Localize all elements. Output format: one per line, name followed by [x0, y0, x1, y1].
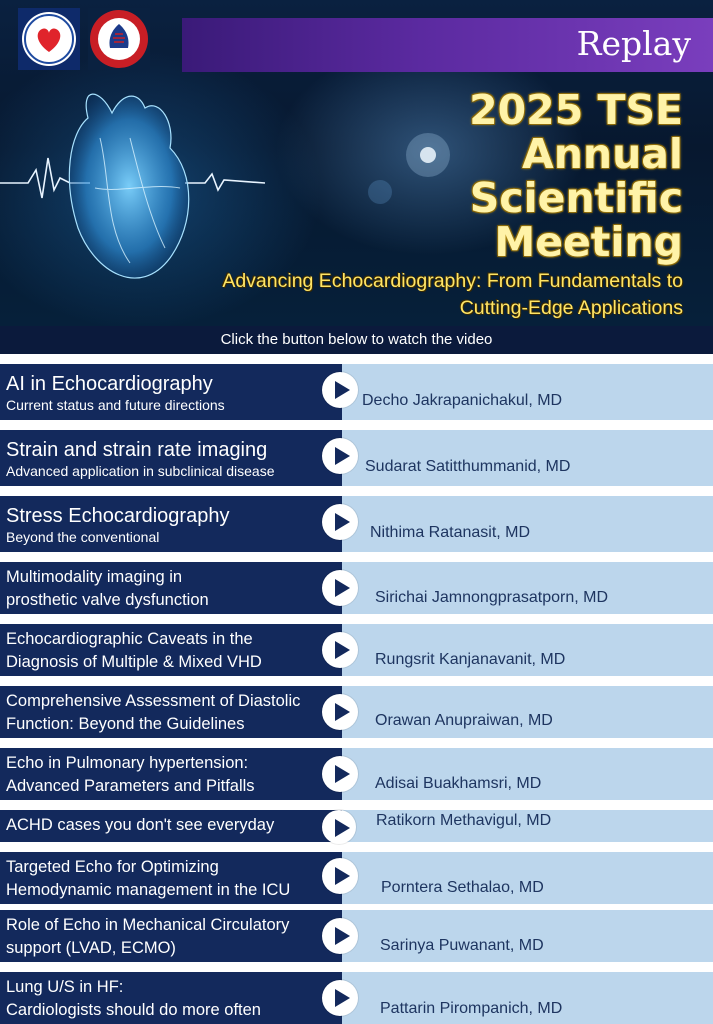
speaker-panel: [342, 430, 713, 486]
session-title-line: Role of Echo in Mechanical Circulatory: [6, 916, 290, 934]
speaker-name: Nithima Ratanasit, MD: [370, 524, 531, 541]
session-title: AI in Echocardiography: [6, 373, 213, 395]
session-title-line: prosthetic valve dysfunction: [6, 591, 209, 609]
speaker-panel: [342, 624, 713, 676]
speaker-panel: [342, 852, 713, 904]
session-row: [0, 852, 713, 904]
speaker-name: Adisai Buakhamsri, MD: [375, 775, 542, 792]
speaker-panel: [342, 810, 713, 842]
session-row: [0, 496, 713, 552]
session-title-line: support (LVAD, ECMO): [6, 939, 176, 957]
play-button[interactable]: [322, 694, 358, 730]
session-row: [0, 430, 713, 486]
speaker-panel: [342, 748, 713, 800]
session-info: [0, 810, 342, 842]
event-title: [353, 88, 683, 264]
session-info: [0, 624, 342, 676]
play-button[interactable]: [322, 632, 358, 668]
session-info: [0, 562, 342, 614]
speaker-panel: [342, 686, 713, 738]
session-title-line: Echocardiographic Caveats in the: [6, 630, 253, 648]
session-title-line: Advanced Parameters and Pitfalls: [6, 777, 255, 795]
heart-association-logo: [18, 8, 80, 70]
play-button[interactable]: [322, 810, 356, 844]
echocardiography-society-logo: [88, 8, 150, 70]
session-info: [0, 910, 342, 962]
subtitle-line: Advancing Echocardiography: From Fundamentals to: [222, 270, 683, 292]
session-info: [0, 686, 342, 738]
subtitle-line: Cutting-Edge Applications: [459, 297, 683, 319]
session-info: [0, 496, 342, 552]
speaker-panel: [342, 562, 713, 614]
speaker-name: Sudarat Satitthummanid, MD: [365, 458, 571, 475]
event-banner: [0, 0, 713, 326]
title-line: Meeting: [494, 218, 683, 266]
session-subtitle: Beyond the conventional: [6, 529, 160, 545]
session-title-line: Echo in Pulmonary hypertension:: [6, 754, 249, 772]
title-line: Annual: [521, 130, 683, 178]
session-row: [0, 810, 713, 842]
play-button[interactable]: [322, 980, 358, 1016]
session-subtitle: Current status and future directions: [6, 397, 225, 413]
replay-label: Replay: [576, 24, 691, 63]
session-info: [0, 852, 342, 904]
speaker-name: Sarinya Puwanant, MD: [380, 937, 544, 954]
title-line: Scientific: [469, 174, 683, 222]
session-title-line: Hemodynamic management in the ICU: [6, 881, 291, 899]
replay-bar: [182, 18, 713, 72]
session-info: [0, 430, 342, 486]
speaker-panel: [342, 496, 713, 552]
play-button[interactable]: [322, 570, 358, 606]
session-subtitle: Advanced application in subclinical disease: [6, 463, 275, 479]
speaker-name: Pattarin Pirompanich, MD: [380, 1000, 563, 1017]
speaker-panel: [342, 364, 713, 420]
session-title-line: Cardiologists should do more often: [6, 1001, 261, 1019]
play-button[interactable]: [322, 504, 358, 540]
play-button[interactable]: [322, 858, 358, 894]
play-button[interactable]: [322, 756, 358, 792]
speaker-name: Rungsrit Kanjanavanit, MD: [375, 651, 566, 668]
title-line: 2025 TSE: [469, 86, 683, 134]
session-title: Strain and strain rate imaging: [6, 439, 268, 461]
session-row: [0, 624, 713, 676]
speaker-panel: [342, 910, 713, 962]
play-button[interactable]: [322, 438, 358, 474]
session-title-line: Lung U/S in HF:: [6, 978, 124, 996]
session-title: Stress Echocardiography: [6, 505, 230, 527]
event-subtitle: [163, 268, 683, 322]
session-title-line: Multimodality imaging in: [6, 568, 183, 586]
session-info: [0, 748, 342, 800]
session-row: [0, 562, 713, 614]
speaker-name: Decho Jakrapanichakul, MD: [362, 392, 563, 409]
session-title-line: Targeted Echo for Optimizing: [6, 858, 219, 876]
session-row: [0, 972, 713, 1024]
speaker-name: Sirichai Jamnongprasatporn, MD: [375, 589, 608, 606]
play-button[interactable]: [322, 372, 358, 408]
session-row: [0, 364, 713, 420]
instruction-bar: Click the button below to watch the video: [0, 326, 713, 354]
speaker-name: Ratikorn Methavigul, MD: [376, 812, 552, 829]
session-info: [0, 972, 342, 1024]
session-title-line: Comprehensive Assessment of Diastolic: [6, 692, 301, 710]
speaker-name: Orawan Anupraiwan, MD: [375, 712, 553, 729]
session-title-line: Function: Beyond the Guidelines: [6, 715, 245, 733]
session-info: [0, 364, 342, 420]
session-title-line: Diagnosis of Multiple & Mixed VHD: [6, 653, 262, 671]
play-button[interactable]: [322, 918, 358, 954]
session-row: [0, 910, 713, 962]
session-row: [0, 748, 713, 800]
session-row: [0, 686, 713, 738]
speaker-name: Porntera Sethalao, MD: [381, 879, 544, 896]
session-title-line: ACHD cases you don't see everyday: [6, 816, 275, 834]
speaker-panel: [342, 972, 713, 1024]
